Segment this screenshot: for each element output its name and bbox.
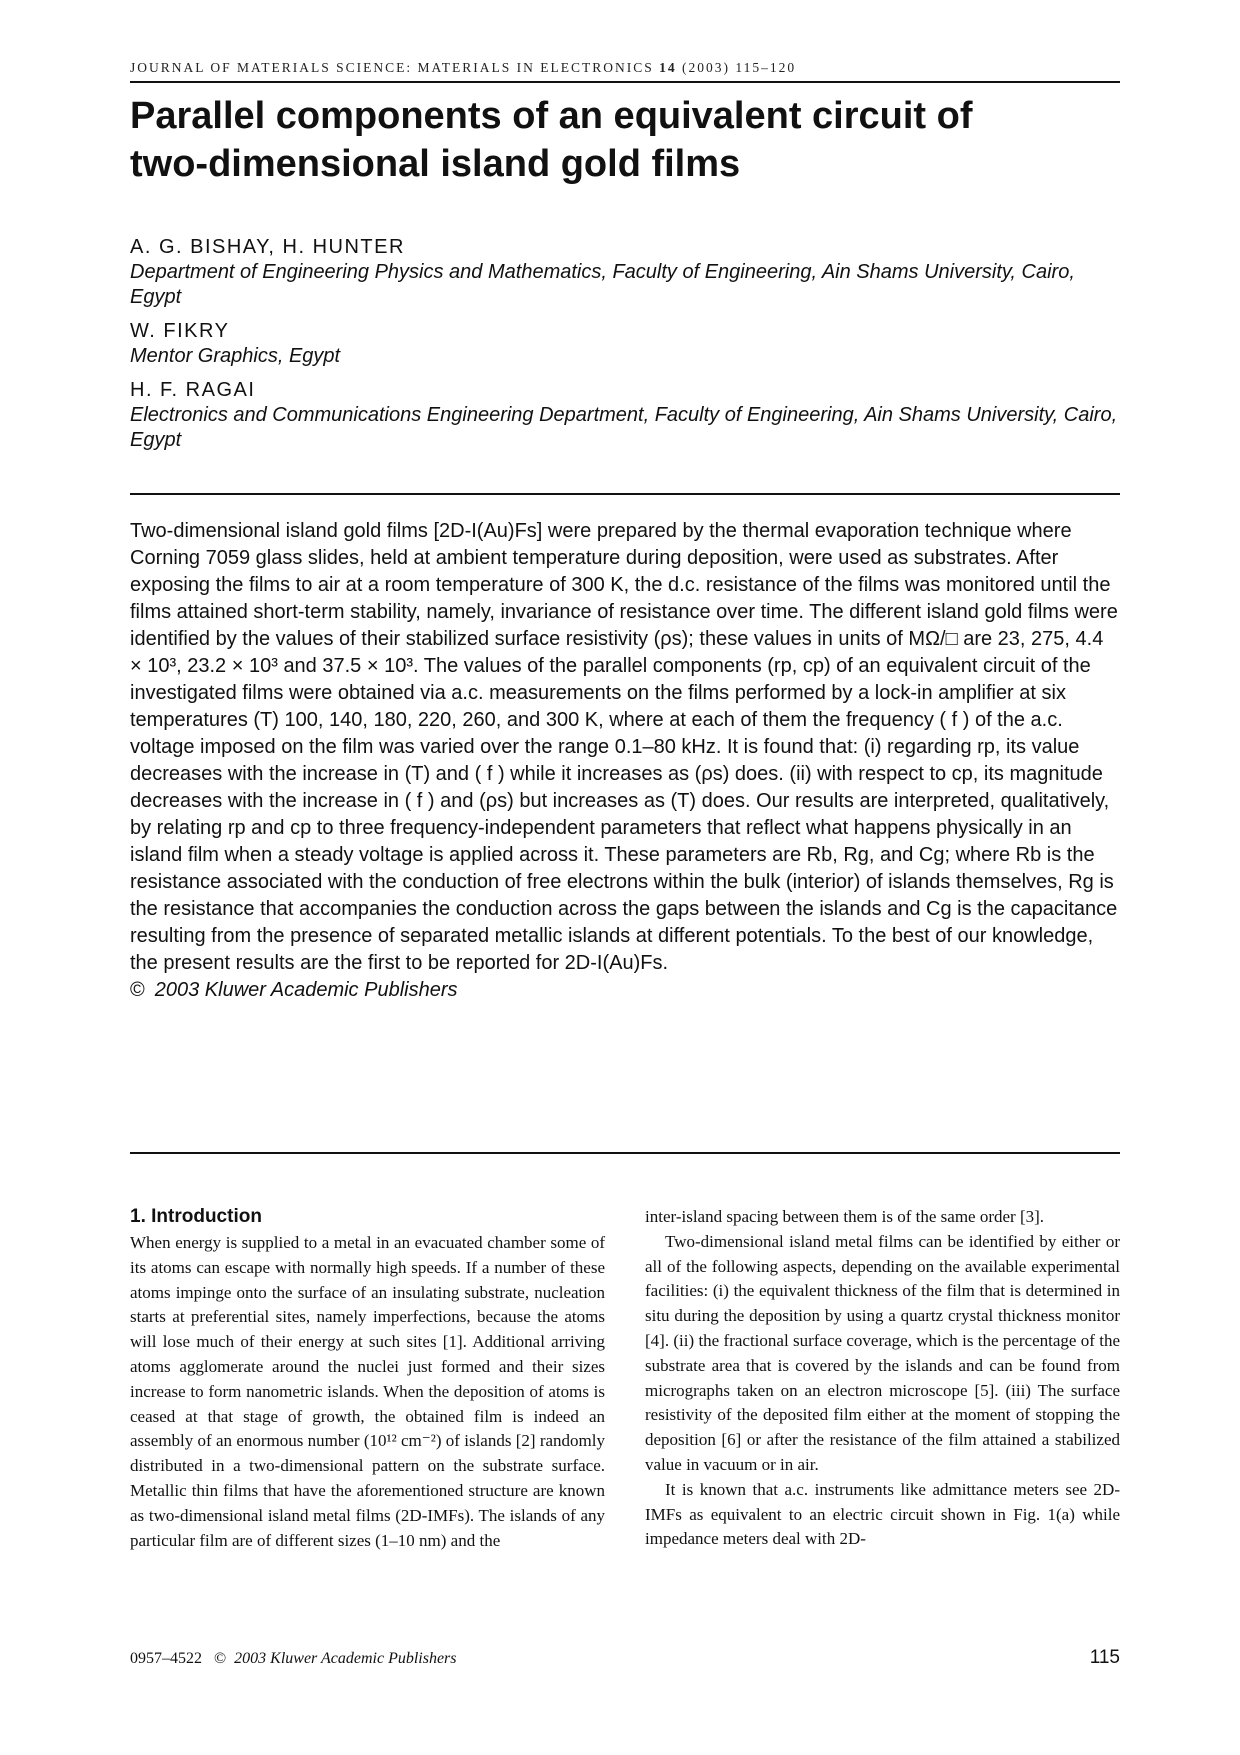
journal-year-pages: (2003) 115–120: [676, 60, 797, 75]
author-names: A. G. BISHAY, H. HUNTER: [130, 236, 405, 258]
footer-copyright-symbol: ©: [214, 1650, 227, 1667]
abstract-top-rule: [130, 493, 1120, 495]
author-block: [130, 319, 1120, 369]
body-column-right: [645, 1205, 1120, 1552]
body-paragraph: When energy is supplied to a metal in an evacuated chamber some of its atoms can escape with normally high speeds. If a number of these atoms impinge onto the surface of an insulating substrate, nucleation starts at preferential sites, namely imperfections, because the atoms will lose much of their energy at such sites [1]. Additional arriving atoms agglomerate around the nuclei just formed and their sizes increase to form nanometric islands. When the deposition of atoms is ceased at that stage of growth, the obtained film is indeed an assembly of an enormous number (10¹² cm⁻²) of islands [2] randomly distributed in a two-dimensional pattern on the substrate surface. Metallic thin films that have the aforementioned structure are known as two-dimensional island metal films (2D-IMFs). The islands of any particular film are of different sizes (1–10 nm) and the: [130, 1233, 605, 1550]
copyright-text: 2003 Kluwer Academic Publishers: [154, 979, 458, 1001]
journal-name: JOURNAL OF MATERIALS SCIENCE: MATERIALS IN ELECTRONICS: [130, 60, 660, 75]
author-affiliation: Electronics and Communications Engineering Department, Faculty of Engineering, Ain Shams University, Cairo, Egypt: [130, 404, 1118, 451]
author-affiliation: Department of Engineering Physics and Mathematics, Faculty of Engineering, Ain Shams University, Cairo, Egypt: [130, 261, 1075, 308]
footer-publisher: 2003 Kluwer Academic Publishers: [234, 1650, 457, 1667]
author-names: W. FIKRY: [130, 320, 230, 342]
issn-number: 0957–4522: [130, 1650, 202, 1667]
header-rule: [130, 81, 1120, 83]
abstract-bottom-rule: [130, 1152, 1120, 1154]
body-paragraph: inter-island spacing between them is of the same order [3].: [645, 1207, 1045, 1226]
title-line-2: two-dimensional island gold films: [130, 143, 741, 185]
body-column-left: [130, 1205, 605, 1553]
paper-title: [130, 92, 1120, 188]
abstract-copyright: [130, 977, 1120, 1004]
author-list: [130, 235, 1120, 462]
title-line-1: Parallel components of an equivalent circuit of: [130, 95, 973, 137]
journal-header: [130, 60, 1120, 76]
body-paragraph: Two-dimensional island metal films can be identified by either or all of the following aspects, depending on the available experimental facilities: (i) the equivalent thickness of the film that is determined in situ during the deposition by using a quartz crystal thickness monitor [4]. (ii) the fractional surface coverage, which is the percentage of the substrate area that is covered by the islands and can be found from micrographs taken on an electron microscope [5]. (iii) The surface resistivity of the deposited film either at the moment of stopping the deposition [6] or after the resistance of the film attained a stabilized value in vacuum or in air.: [645, 1231, 1120, 1474]
copyright-symbol: ©: [130, 979, 145, 1001]
section-heading: 1. Introduction: [130, 1206, 262, 1227]
author-block: [130, 235, 1120, 310]
author-block: [130, 378, 1120, 453]
page-number: 115: [1089, 1647, 1120, 1668]
footer-issn: [130, 1650, 457, 1668]
author-affiliation: Mentor Graphics, Egypt: [130, 345, 341, 367]
body-paragraph: It is known that a.c. instruments like admittance meters see 2D-IMFs as equivalent to an electric circuit shown in Fig. 1(a) while impedance meters deal with 2D-: [645, 1479, 1120, 1549]
abstract-text: Two-dimensional island gold films [2D-I(Au)Fs] were prepared by the thermal evaporation technique where Corning 7059 glass slides, held at ambient temperature during deposition, were used as substrates. After exposing the films to air at a room temperature of 300 K, the d.c. resistance of the films was monitored until the films attained short-term stability, namely, invariance of resistance over time. The different island gold films were identified by the values of their stabilized surface resistivity (ρs); these values in units of MΩ/□ are 23, 275, 4.4 × 10³, 23.2 × 10³ and 37.5 × 10³. The values of the parallel components (rp, cp) of an equivalent circuit of the investigated films were obtained via a.c. measurements on the films performed by a lock-in amplifier at six temperatures (T) 100, 140, 180, 220, 260, and 300 K, where at each of them the frequency ( f ) of the a.c. voltage imposed on the film was varied over the range 0.1–80 kHz. It is found that: (i) regarding rp, its value decreases with the increase in (T) and ( f ) while it increases as (ρs) does. (ii) with respect to cp, its magnitude decreases with the increase in ( f ) and (ρs) but increases as (T) does. Our results are interpreted, qualitatively, by relating rp and cp to three frequency-independent parameters that reflect what happens physically in an island film when a steady voltage is applied across it. These parameters are Rb, Rg, and Cg; where Rb is the resistance associated with the conduction of free electrons within the bulk (interior) of islands themselves, Rg is the resistance that accompanies the conduction across the gaps between the islands and Cg is the capacitance resulting from the presence of separated metallic islands at different potentials. To the best of our knowledge, the present results are the first to be reported for 2D-I(Au)Fs.: [130, 520, 1118, 974]
journal-volume: 14: [659, 60, 677, 75]
abstract: [130, 518, 1120, 1004]
author-names: H. F. RAGAI: [130, 379, 256, 401]
